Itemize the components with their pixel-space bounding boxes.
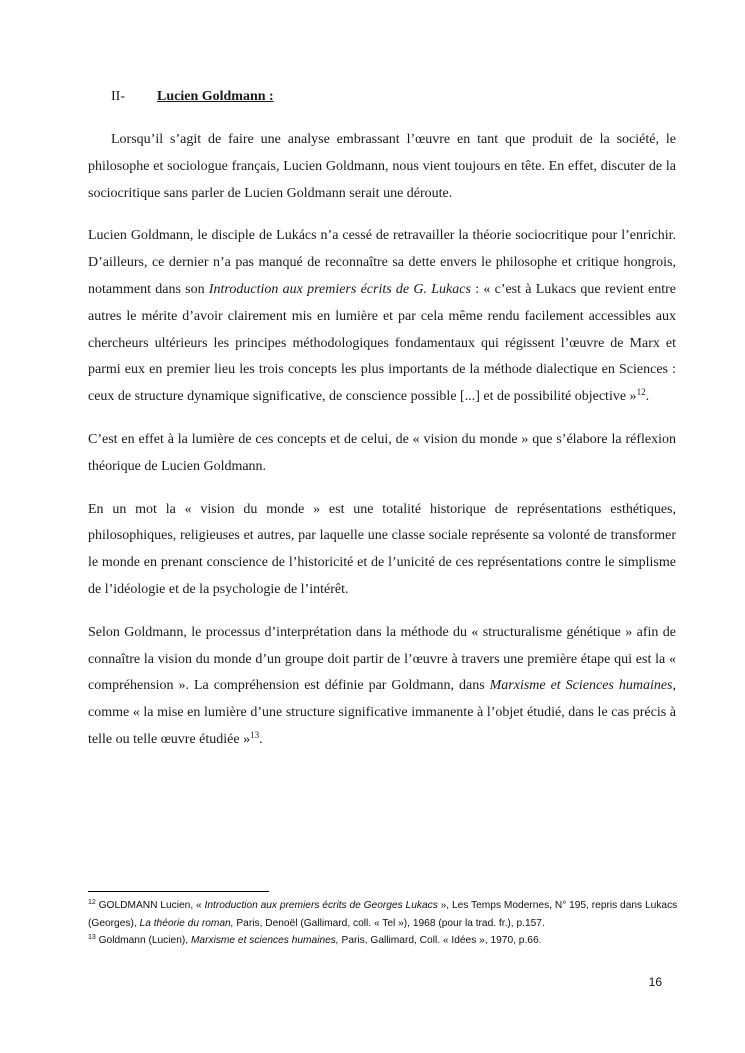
footnote-12: $^{12}$ GOLDMANN Lucien, « Introduction aux premiers écrits de Georges Lukacs », Les Temps Modernes, N° 195, repris dans Lukacs (Georges), La théorie du roman, Paris, Denoël (Gallimard, coll. « Tel »), 1968 (pour la trad. fr.), p.157. [88,899,678,929]
footnote-ref-12[interactable]: 12 [636,387,646,398]
paragraph-vision-du-monde: C’est en effet à la lumière de ces concepts et de celui, de « vision du monde » que s’élabore la réflexion théorique de Lucien Goldmann. [88,431,676,474]
section-title: Lucien Goldmann : [157,89,274,104]
book-title: Introduction aux premiers écrits de G. Lukacs [208,281,471,297]
body-text [88,127,676,770]
paragraph-intro: Lorsqu’il s’agit de faire une analyse embrassant l’œuvre en tant que produit de la société, le philosophe et sociologue français, Lucien Goldmann, nous vient toujours en tête. En effet, discuter de la sociocritique sans parler de Lucien Goldmann serait une déroute. [88,132,676,201]
paragraph-lukacs: Lucien Goldmann, le disciple de Lukács n’a cessé de retravailler la théorie sociocritique pour l’enrichir. D’ailleurs, ce dernier n’a pas manqué de reconnaître sa dette envers le philosophe et critique hongrois, notamment dans son Introduction aux premiers écrits de G. Lukacs : « c’est à Lukacs que revient entre autres le mérite d’avoir clairement mis en lumière et par cela même rendu facilement accessibles aux chercheurs ultérieurs les principes méthodologiques fondamentaux qui régissent l’œuvre de Marx et parmi eux en premier lieu les trois concepts les plus importants de la méthode dialectique en Sciences : ceux de structure dynamique significative, de conscience possible [...] et de possibilité objective »$^{12}$. [88,228,676,405]
footnotes [88,897,678,950]
footnote-13: $^{13}$ Goldmann (Lucien), Marxisme et sciences humaines, Paris, Gallimard, Coll. « Idées », 1970, p.66. [88,934,542,946]
book-title: Marxisme et Sciences humaines [489,678,673,694]
section-heading [111,89,274,105]
paragraph-definition: En un mot la « vision du monde » est une totalité historique de représentations esthétiques, philosophiques, religieuses et autres, par laquelle une classe sociale représente sa volonté de transformer le monde en prenant conscience de l’historicité et de l’unicité de ces représentations contre le simplisme de l’idéologie et de la psychologie de l’intérêt. [88,501,676,597]
page-number: 16 [648,975,662,989]
footnote-separator [88,891,269,892]
section-number: II- [111,89,125,104]
paragraph-comprehension: Selon Goldmann, le processus d’interprétation dans la méthode du « structuralisme génétique » afin de connaître la vision du monde d’un groupe doit partir de l’œuvre à travers une première étape qui est la « compréhension ». La compréhension est définie par Goldmann, dans Marxisme et Sciences humaines, comme « la mise en lumière d’une structure significative immanente à l’objet étudié, dans le cas précis à telle ou telle œuvre étudiée »$^{13}$. [88,624,677,747]
footnote-ref-13[interactable]: 13 [250,729,260,740]
